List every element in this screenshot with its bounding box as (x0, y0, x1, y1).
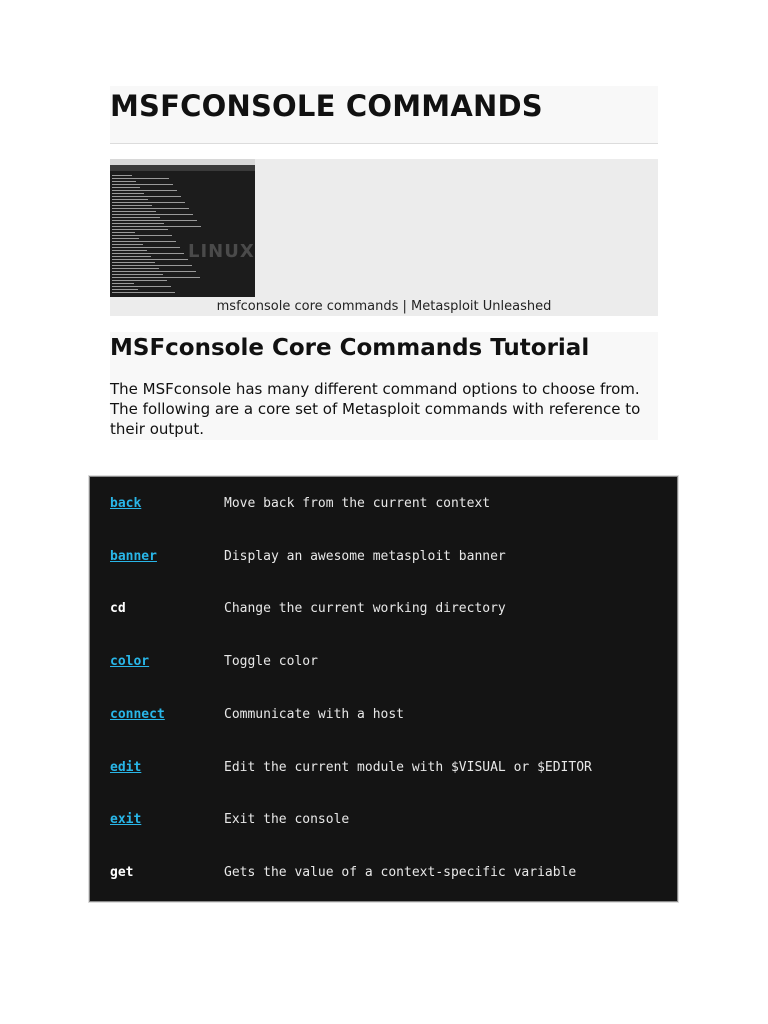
thumbnail-line (112, 274, 163, 275)
thumbnail-line (112, 193, 144, 194)
thumbnail-line (112, 208, 189, 209)
command-description: Move back from the current context (224, 496, 491, 511)
command-name-exit[interactable]: exit (110, 812, 142, 828)
thumbnail-line (112, 232, 135, 233)
thumbnail-line (112, 271, 196, 272)
title-block (110, 86, 658, 144)
thumbnail-line (112, 211, 156, 212)
thumbnail-logo: LINUX (188, 241, 255, 262)
thumbnail-line (112, 202, 185, 203)
command-name-edit[interactable]: edit (110, 759, 142, 775)
thumbnail-line (112, 238, 139, 239)
thumbnail-line (112, 241, 176, 242)
figure-caption: msfconsole core commands | Metasploit Unleashed (216, 299, 552, 314)
thumbnail-line (112, 265, 192, 266)
thumbnail-line (112, 247, 180, 248)
command-name-get: get (110, 864, 134, 880)
thumbnail-line (112, 292, 175, 293)
command-name-cd: cd (110, 601, 126, 617)
thumbnail-line (112, 184, 173, 185)
thumbnail-line (112, 220, 197, 221)
thumbnail-menubar (110, 165, 255, 171)
screenshot-thumbnail[interactable] (110, 159, 255, 297)
thumbnail-line (112, 268, 159, 269)
thumbnail-line (112, 217, 160, 218)
page-title: MSFCONSOLE COMMANDS (110, 89, 543, 123)
command-description: Display an awesome metasploit banner (224, 548, 506, 564)
command-name-banner[interactable]: banner (110, 548, 157, 564)
thumbnail-line (112, 181, 136, 182)
thumbnail-line (112, 187, 140, 188)
thumbnail-line (112, 280, 167, 281)
thumbnail-line (112, 205, 152, 206)
thumbnail-line (112, 262, 155, 263)
thumbnail-line (112, 277, 200, 278)
thumbnail-line (112, 289, 138, 290)
command-description: Exit the console (224, 812, 350, 828)
thumbnail-line (112, 286, 171, 287)
thumbnail-line (112, 229, 168, 230)
thumbnail-line (112, 259, 188, 260)
command-list-code-block (89, 476, 678, 902)
command-name-connect[interactable]: connect (110, 706, 165, 722)
thumbnail-line (112, 244, 143, 245)
thumbnail-line (112, 190, 177, 191)
thumbnail-line (112, 226, 201, 227)
command-description: Gets the value of a context-specific variable (224, 864, 577, 880)
thumbnail-line (112, 250, 147, 251)
command-description: Toggle color (224, 654, 318, 670)
section-heading: MSFconsole Core Commands Tutorial (110, 335, 590, 361)
thumbnail-line (112, 283, 134, 284)
command-description: Edit the current module with $VISUAL or $EDITOR (224, 759, 592, 775)
thumbnail-line (112, 178, 169, 179)
thumbnail-line (112, 214, 193, 215)
section-paragraph: The MSFconsole has many different command options to choose from. The following are a core set of Metasploit commands with reference to their output. (110, 380, 641, 438)
command-name-back[interactable]: back (110, 496, 142, 511)
command-description: Change the current working directory (224, 601, 506, 617)
thumbnail-line (112, 223, 164, 224)
thumbnail-line (112, 253, 184, 254)
command-name-color[interactable]: color (110, 654, 150, 670)
figure-block (110, 159, 658, 316)
thumbnail-line (112, 256, 151, 257)
command-description: Communicate with a host (224, 706, 405, 722)
thumbnail-line (112, 196, 181, 197)
thumbnail-line (112, 235, 172, 236)
section-block (110, 332, 658, 440)
thumbnail-line (112, 175, 132, 176)
thumbnail-line (112, 199, 148, 200)
